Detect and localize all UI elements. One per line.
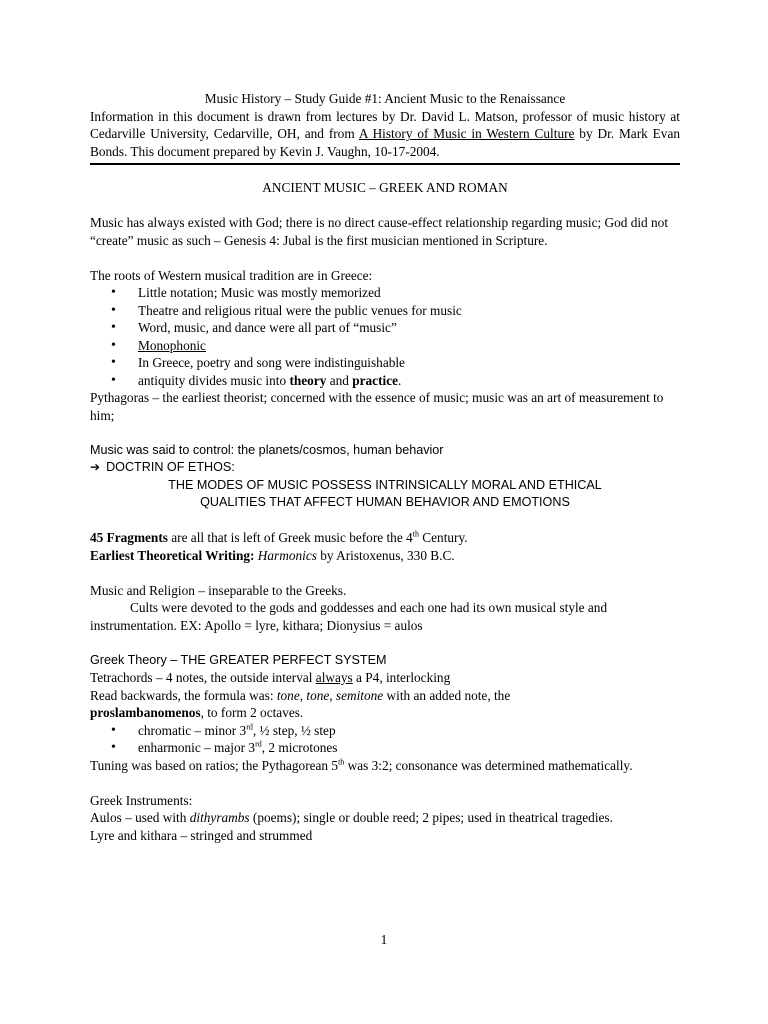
intro-paragraph: Music has always existed with God; there is no direct cause-effect relationship regarding music; God did not “create” music as such – Genesis 4: Jubal is the first musician mentioned in Scripture. (90, 215, 669, 248)
list-item: • In Greece, poetry and song were indistinguishable (138, 354, 680, 372)
ethos-heading: ➔ DOCTRIN OF ETHOS: (90, 460, 235, 474)
instruments-heading: Greek Instruments: (90, 792, 193, 808)
pythagoras-paragraph: Pythagoras – the earliest theorist; concerned with the essence of music; music was an art of measurement to him; (90, 390, 664, 423)
roots-list (90, 284, 680, 389)
religion-heading: Music and Religion – inseparable to the Greeks. (90, 582, 347, 598)
control-line: Music was said to control: the planets/cosmos, human behavior (90, 442, 444, 457)
earliest-line: Earliest Theoretical Writing: Harmonics by Aristoxenus, 330 B.C. (90, 547, 455, 563)
list-item: • Little notation; Music was mostly memorized (138, 284, 680, 302)
list-item: • chromatic – minor 3rd, ½ step, ½ step (138, 722, 680, 740)
proslambanomenos-line: proslambanomenos, to form 2 octaves. (90, 705, 304, 720)
roots-heading: The roots of Western musical tradition are in Greece: (90, 267, 373, 283)
list-item: • antiquity divides music into theory and practice. (138, 372, 680, 390)
genera-list (90, 722, 680, 757)
tuning-paragraph: Tuning was based on ratios; the Pythagorean 5th was 3:2; consonance was determined mathematically. (90, 757, 633, 773)
ethos-line-1: THE MODES OF MUSIC POSSESS INTRINSICALLY MORAL AND ETHICAL (168, 477, 602, 492)
tetrachords-line: Tetrachords – 4 notes, the outside interval always a P4, interlocking (90, 670, 451, 685)
theory-heading: Greek Theory – THE GREATER PERFECT SYSTEM (90, 652, 387, 667)
aulos-line: Aulos – used with dithyrambs (poems); single or double reed; 2 pipes; used in theatrical tragedies. (90, 810, 613, 825)
page-number: 1 (380, 932, 388, 947)
document-title: Music History – Study Guide #1: Ancient Music to the Renaissance (204, 91, 566, 106)
list-item: • Word, music, and dance were all part of “music” (138, 319, 680, 337)
list-item: • Theatre and religious ritual were the public venues for music (138, 302, 680, 320)
ethos-line-2: QUALITIES THAT AFFECT HUMAN BEHAVIOR AND EMOTIONS (200, 495, 570, 509)
arrow-right-icon: ➔ (90, 460, 101, 474)
document-body (90, 90, 680, 844)
lyre-line: Lyre and kithara – stringed and strummed (90, 827, 313, 843)
list-item: • Monophonic (138, 337, 680, 355)
source-info: Information in this document is drawn from lectures by Dr. David L. Matson, professor of music history at Cedarville University, Cedarville, OH, and from A History of Music in Western Culture by Dr. Mark Evan Bonds. This document prepared by Kevin J. Vaughn, 10-17-2004. (90, 108, 680, 159)
book-title: A History of Music in Western Culture (358, 126, 575, 141)
list-item: • enharmonic – major 3rd, 2 microtones (138, 739, 680, 757)
fragments-line: 45 Fragments are all that is left of Greek music before the 4th Century. (90, 529, 468, 545)
religion-paragraph: Cults were devoted to the gods and goddesses and each one had its own musical style and instrumentation. EX: Apollo = lyre, kithara; Dionysius = aulos (90, 600, 608, 633)
section-title: ANCIENT MUSIC – GREEK AND ROMAN (262, 180, 508, 195)
formula-line: Read backwards, the formula was: tone, tone, semitone with an added note, the (90, 687, 511, 703)
document-header (90, 90, 680, 165)
